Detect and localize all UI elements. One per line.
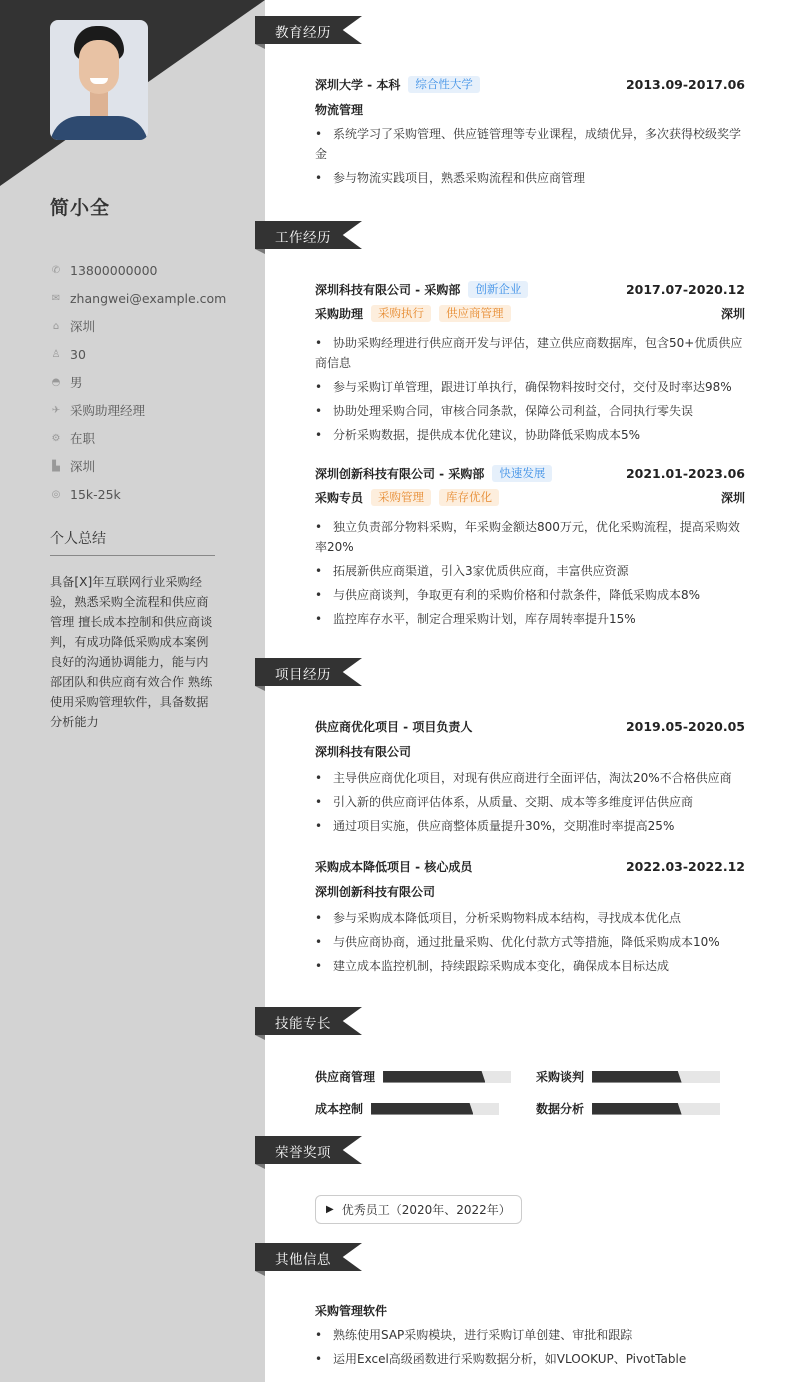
list-item: • 引入新的供应商评估体系，从质量、交期、成本等多维度评估供应商	[315, 792, 745, 812]
bullet-list	[315, 124, 745, 188]
list-item: • 协助采购经理进行供应商开发与评估，建立供应商数据库，包含50+优质供应商信息	[315, 333, 745, 373]
other-entry	[315, 1297, 745, 1373]
project-entry	[315, 854, 745, 980]
info-status	[50, 424, 250, 452]
contact-info-list	[50, 256, 250, 508]
list-item: • 拓展新供应商渠道，引入3家优质供应商，丰富供应资源	[315, 561, 745, 581]
info-value: 15k-25k	[70, 486, 121, 502]
list-item: • 协助处理采购合同，审核合同条款，保障公司利益，合同执行零失误	[315, 401, 745, 421]
info-value: 采购助理经理	[70, 403, 146, 418]
section-header-skills	[255, 1007, 362, 1035]
role-title: 采购专员	[315, 490, 364, 505]
list-item: • 与供应商协商，通过批量采购、优化付款方式等措施，降低采购成本10%	[315, 932, 745, 952]
education-entry	[315, 72, 745, 192]
date-range: 2022.03-2022.12	[625, 858, 745, 874]
section-title: 技能专长	[275, 1016, 331, 1032]
skill-name: 采购谈判	[536, 1070, 585, 1084]
entry-title-group	[315, 76, 480, 93]
skill-bar	[371, 1103, 499, 1115]
skill-bar	[592, 1103, 720, 1115]
candidate-name: 简小全	[50, 197, 111, 219]
expand-triangle-icon: ▶	[326, 1204, 334, 1215]
bullet-list	[315, 1325, 745, 1369]
role-tag: 采购管理	[371, 489, 431, 506]
section-title: 其他信息	[275, 1252, 331, 1268]
entry-header	[315, 854, 745, 878]
avatar-neck	[90, 92, 108, 118]
list-item: • 主导供应商优化项目，对现有供应商进行全面评估，淘汰20%不合格供应商	[315, 768, 745, 788]
entry-title-group	[315, 281, 528, 298]
section-title: 教育经历	[275, 25, 331, 41]
role-row	[315, 301, 745, 325]
info-hometown	[50, 312, 250, 340]
major: 物流管理	[315, 103, 364, 117]
list-item: • 系统学习了采购管理、供应链管理等专业课程，成绩优异，多次获得校级奖学金	[315, 124, 745, 164]
list-item: • 参与采购订单管理，跟进订单执行，确保物料按时交付，交付及时率达98%	[315, 377, 745, 397]
skill-name: 数据分析	[536, 1102, 585, 1116]
skill-bar-fill	[371, 1103, 473, 1115]
section-title: 荣誉奖项	[275, 1145, 331, 1161]
role-tag: 库存优化	[439, 489, 499, 506]
location: 深圳	[720, 490, 745, 505]
date-range: 2021.01-2023.06	[625, 465, 745, 481]
role-row	[315, 485, 745, 509]
entry-header	[315, 277, 745, 301]
section-header-work	[255, 221, 362, 249]
divider	[50, 555, 215, 556]
list-item: • 与供应商谈判，争取更有利的采购价格和付款条件，降低采购成本8%	[315, 585, 745, 605]
work-entry	[315, 461, 745, 633]
avatar-shirt	[50, 116, 148, 140]
section-title: 工作经历	[275, 230, 331, 246]
company-title: 深圳科技有限公司 - 采购部	[315, 282, 461, 297]
school-tag: 综合性大学	[408, 76, 480, 93]
skill-name: 供应商管理	[315, 1070, 376, 1084]
salary-icon: ◎	[51, 488, 61, 500]
info-value: 30	[70, 346, 86, 362]
list-item: • 熟练使用SAP采购模块，进行采购订单创建、审批和跟踪	[315, 1325, 745, 1345]
summary-text: 具备[X]年互联网行业采购经验，熟悉采购全流程和供应商管理 擅长成本控制和供应商谈判，有成功降低采购成本案例 良好的沟通协调能力，能与内部团队和供应商有效合作 熟练使用采购管理软件，具备数据分析能力	[50, 575, 213, 729]
bullet-list	[315, 768, 745, 836]
list-item: • 运用Excel高级函数进行采购数据分析，如VLOOKUP、PivotTable	[315, 1349, 745, 1369]
list-item: • 监控库存水平，制定合理采购计划，库存周转率提升15%	[315, 609, 745, 629]
info-value: 男	[70, 375, 83, 390]
entry-header	[315, 714, 745, 738]
info-gender	[50, 368, 250, 396]
company-tag: 快速发展	[492, 465, 552, 482]
sidebar	[0, 0, 265, 1382]
project-company: 深圳科技有限公司	[315, 745, 412, 759]
status-icon: ⚙	[51, 432, 61, 444]
role-tag: 供应商管理	[439, 305, 511, 322]
project-title: 采购成本降低项目 - 核心成员	[315, 859, 473, 874]
location: 深圳	[720, 306, 745, 321]
home-icon: ⌂	[52, 320, 60, 332]
list-item: • 参与物流实践项目，熟悉采购流程和供应商管理	[315, 168, 745, 188]
info-value: 在职	[70, 431, 96, 446]
skill-bar	[383, 1071, 511, 1083]
list-item: • 建立成本监控机制，持续跟踪采购成本变化，确保成本目标达成	[315, 956, 745, 976]
section-header-education	[255, 16, 362, 44]
info-job-target	[50, 396, 250, 424]
entry-header	[315, 72, 745, 96]
section-title: 项目经历	[275, 667, 331, 683]
city-icon: ▙	[52, 460, 60, 472]
info-email	[50, 284, 250, 312]
info-value: 13800000000	[70, 262, 158, 278]
skill-item	[315, 1100, 499, 1117]
info-city	[50, 452, 250, 480]
job-target-icon: ✈	[51, 404, 61, 416]
skill-bar-fill	[592, 1103, 682, 1115]
section-header-other	[255, 1243, 362, 1271]
skill-item	[536, 1100, 720, 1117]
email-icon: ✉	[51, 292, 61, 304]
avatar-photo	[50, 20, 148, 140]
list-item: • 通过项目实施，供应商整体质量提升30%，交期准时率提高25%	[315, 816, 745, 836]
date-range: 2019.05-2020.05	[625, 718, 745, 734]
project-entry	[315, 714, 745, 840]
avatar-face	[79, 40, 119, 94]
info-salary	[50, 480, 250, 508]
entry-title-group	[315, 465, 552, 482]
section-header-awards	[255, 1136, 362, 1164]
skill-name: 成本控制	[315, 1102, 364, 1116]
entry-header	[315, 461, 745, 485]
info-value: zhangwei@example.com	[70, 290, 227, 306]
bullet-list	[315, 908, 745, 976]
project-title: 供应商优化项目 - 项目负责人	[315, 719, 473, 734]
list-item: • 独立负责部分物料采购，年采购金额达800万元，优化采购流程，提高采购效率20%	[315, 517, 745, 557]
skill-item	[536, 1068, 720, 1085]
list-item: • 参与采购成本降低项目，分析采购物料成本结构，寻找成本优化点	[315, 908, 745, 928]
award-label: 优秀员工（2020年、2022年）	[341, 1203, 511, 1217]
info-value: 深圳	[70, 459, 96, 474]
role-title: 采购助理	[315, 306, 364, 321]
project-company: 深圳创新科技有限公司	[315, 885, 436, 899]
info-age	[50, 340, 250, 368]
bullet-list	[315, 517, 745, 629]
skill-bar-fill	[383, 1071, 485, 1083]
info-phone	[50, 256, 250, 284]
section-header-projects	[255, 658, 362, 686]
other-title: 采购管理软件	[315, 1304, 388, 1318]
company-title: 深圳创新科技有限公司 - 采购部	[315, 466, 485, 481]
bullet-list	[315, 333, 745, 445]
skill-bar	[592, 1071, 720, 1083]
skill-bar-fill	[592, 1071, 682, 1083]
role-group	[315, 489, 499, 506]
company-tag: 创新企业	[468, 281, 528, 298]
info-value: 深圳	[70, 319, 96, 334]
work-entry	[315, 277, 745, 449]
school-title: 深圳大学 - 本科	[315, 77, 401, 92]
phone-icon: ✆	[51, 264, 61, 276]
date-range: 2017.07-2020.12	[625, 281, 745, 297]
gender-icon: ◓	[51, 376, 61, 388]
role-tag: 采购执行	[371, 305, 431, 322]
award-item[interactable]	[315, 1195, 522, 1224]
date-range: 2013.09-2017.06	[625, 76, 745, 92]
summary-title: 个人总结	[50, 531, 106, 547]
skill-item	[315, 1068, 511, 1085]
age-icon: ♙	[51, 348, 61, 360]
list-item: • 分析采购数据，提供成本优化建议，协助降低采购成本5%	[315, 425, 745, 445]
role-group	[315, 305, 511, 322]
